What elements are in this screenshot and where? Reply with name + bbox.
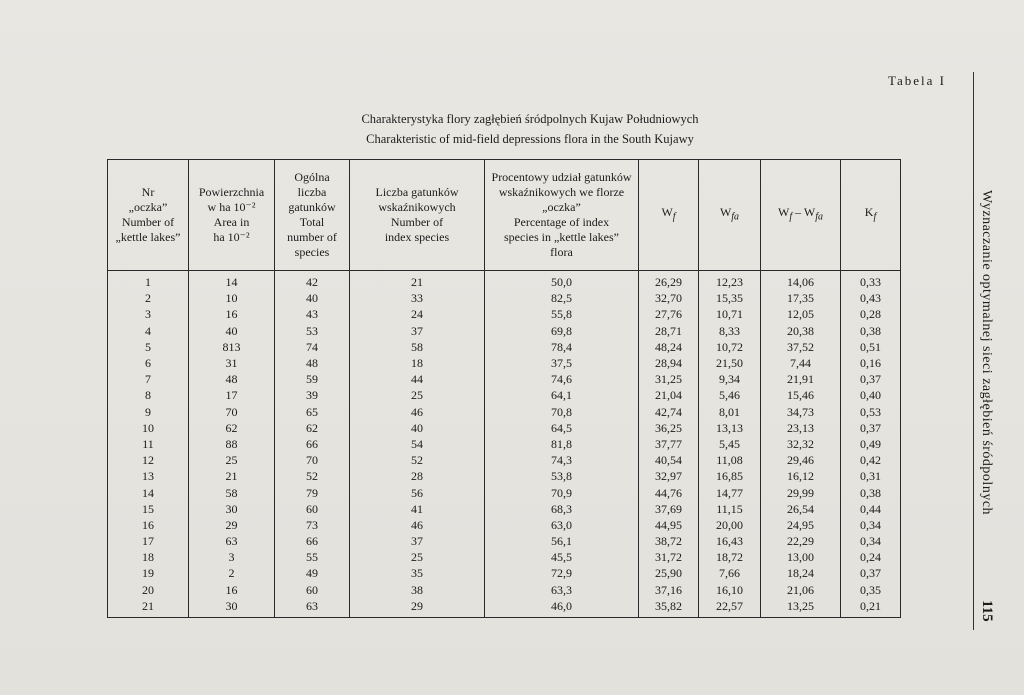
table-cell: 25 bbox=[189, 452, 275, 468]
table-row bbox=[108, 452, 901, 468]
table-cell: 73 bbox=[275, 517, 350, 533]
header-percentage: Procentowy udział gatunków wskaźnikowych we florze „oczka” Percentage of index species in „kettle lakes” flora bbox=[485, 160, 639, 271]
table-cell: 18,24 bbox=[761, 565, 841, 581]
table-row bbox=[108, 436, 901, 452]
table-cell: 53,8 bbox=[485, 468, 639, 484]
page-number: 115 bbox=[979, 600, 995, 622]
table-cell: 32,32 bbox=[761, 436, 841, 452]
table-cell: 39 bbox=[275, 387, 350, 403]
table-cell: 36,25 bbox=[639, 420, 699, 436]
table-body bbox=[108, 271, 901, 618]
table-cell: 66 bbox=[275, 436, 350, 452]
table-cell: 49 bbox=[275, 565, 350, 581]
table-cell: 2 bbox=[189, 565, 275, 581]
table-cell: 13,25 bbox=[761, 598, 841, 618]
table-cell: 12,23 bbox=[699, 271, 761, 291]
table-cell: 16 bbox=[108, 517, 189, 533]
table-cell: 0,37 bbox=[841, 565, 901, 581]
table-cell: 20 bbox=[108, 582, 189, 598]
table-row bbox=[108, 598, 901, 618]
table-cell: 70,9 bbox=[485, 484, 639, 500]
table-cell: 70 bbox=[189, 404, 275, 420]
table-cell: 0,28 bbox=[841, 306, 901, 322]
header-wf-minus-wfa: $W_f - W_{fa}$ bbox=[761, 160, 841, 271]
table-cell: 0,34 bbox=[841, 533, 901, 549]
margin-rule bbox=[973, 72, 974, 630]
table-cell: 63 bbox=[189, 533, 275, 549]
table-cell: 55,8 bbox=[485, 306, 639, 322]
header-index-species: Liczba gatunków wskaźnikowych Number of index species bbox=[350, 160, 485, 271]
table-cell: 0,37 bbox=[841, 371, 901, 387]
table-title-polish: Charakterystyka flory zagłębień śródpolnych Kujaw Południowych bbox=[361, 112, 699, 126]
table-cell: 4 bbox=[108, 323, 189, 339]
table-cell: 41 bbox=[350, 501, 485, 517]
table-cell: 8,33 bbox=[699, 323, 761, 339]
table-cell: 74,6 bbox=[485, 371, 639, 387]
table-cell: 21,06 bbox=[761, 582, 841, 598]
table-cell: 40 bbox=[275, 290, 350, 306]
table-cell: 5,46 bbox=[699, 387, 761, 403]
table-cell: 31,72 bbox=[639, 549, 699, 565]
table-cell: 46 bbox=[350, 404, 485, 420]
table-cell: 0,38 bbox=[841, 323, 901, 339]
table-cell: 23,13 bbox=[761, 420, 841, 436]
table-cell: 19 bbox=[108, 565, 189, 581]
table-cell: 5,45 bbox=[699, 436, 761, 452]
table-cell: 0,21 bbox=[841, 598, 901, 618]
table-row bbox=[108, 387, 901, 403]
table-cell: 16,85 bbox=[699, 468, 761, 484]
table-cell: 66 bbox=[275, 533, 350, 549]
table-cell: 14,77 bbox=[699, 484, 761, 500]
table-cell: 62 bbox=[189, 420, 275, 436]
table-row bbox=[108, 468, 901, 484]
table-cell: 37,52 bbox=[761, 339, 841, 355]
table-cell: 7,66 bbox=[699, 565, 761, 581]
table-cell: 24 bbox=[350, 306, 485, 322]
table-cell: 31 bbox=[189, 355, 275, 371]
table-cell: 26,29 bbox=[639, 271, 699, 291]
table-cell: 32,70 bbox=[639, 290, 699, 306]
table-header-row bbox=[108, 160, 901, 271]
table-cell: 45,5 bbox=[485, 549, 639, 565]
header-area: Powierzchnia w ha 10⁻² Area in ha 10⁻² bbox=[189, 160, 275, 271]
table-cell: 56,1 bbox=[485, 533, 639, 549]
table-cell: 3 bbox=[189, 549, 275, 565]
header-total-species: Ogólna liczba gatunków Total number of species bbox=[275, 160, 350, 271]
table-cell: 7,44 bbox=[761, 355, 841, 371]
table-cell: 22,57 bbox=[699, 598, 761, 618]
table-cell: 10 bbox=[108, 420, 189, 436]
table-cell: 0,44 bbox=[841, 501, 901, 517]
table-cell: 11,08 bbox=[699, 452, 761, 468]
header-wfa: $W_{fa}$ bbox=[699, 160, 761, 271]
table-cell: 7 bbox=[108, 371, 189, 387]
table-cell: 3 bbox=[108, 306, 189, 322]
table-row bbox=[108, 271, 901, 291]
table-cell: 10 bbox=[189, 290, 275, 306]
table-cell: 25 bbox=[350, 387, 485, 403]
table-cell: 72,9 bbox=[485, 565, 639, 581]
table-cell: 74 bbox=[275, 339, 350, 355]
table-cell: 37,5 bbox=[485, 355, 639, 371]
table-cell: 42,74 bbox=[639, 404, 699, 420]
table-cell: 65 bbox=[275, 404, 350, 420]
table-cell: 69,8 bbox=[485, 323, 639, 339]
table-cell: 16 bbox=[189, 306, 275, 322]
table-cell: 29 bbox=[350, 598, 485, 618]
table-cell: 12 bbox=[108, 452, 189, 468]
table-cell: 44,95 bbox=[639, 517, 699, 533]
table-cell: 26,54 bbox=[761, 501, 841, 517]
table-cell: 18 bbox=[108, 549, 189, 565]
table-cell: 0,40 bbox=[841, 387, 901, 403]
table-cell: 9 bbox=[108, 404, 189, 420]
table-cell: 30 bbox=[189, 598, 275, 618]
table-title-english: Charakteristic of mid-field depressions flora in the South Kujawy bbox=[366, 132, 694, 146]
table-cell: 12,05 bbox=[761, 306, 841, 322]
table-cell: 10,72 bbox=[699, 339, 761, 355]
table-cell: 52 bbox=[350, 452, 485, 468]
table-cell: 37,16 bbox=[639, 582, 699, 598]
table-cell: 21,04 bbox=[639, 387, 699, 403]
table-cell: 11 bbox=[108, 436, 189, 452]
table-cell: 81,8 bbox=[485, 436, 639, 452]
table-cell: 11,15 bbox=[699, 501, 761, 517]
table-cell: 14,06 bbox=[761, 271, 841, 291]
table-cell: 14 bbox=[108, 484, 189, 500]
table-cell: 0,51 bbox=[841, 339, 901, 355]
table-cell: 88 bbox=[189, 436, 275, 452]
table-row bbox=[108, 484, 901, 500]
table-cell: 43 bbox=[275, 306, 350, 322]
table-cell: 70 bbox=[275, 452, 350, 468]
table-cell: 16,43 bbox=[699, 533, 761, 549]
table-row bbox=[108, 290, 901, 306]
table-row bbox=[108, 565, 901, 581]
table-cell: 40,54 bbox=[639, 452, 699, 468]
table-row bbox=[108, 323, 901, 339]
table-cell: 58 bbox=[350, 339, 485, 355]
table-cell: 33 bbox=[350, 290, 485, 306]
table-cell: 44,76 bbox=[639, 484, 699, 500]
table-cell: 24,95 bbox=[761, 517, 841, 533]
table-cell: 16 bbox=[189, 582, 275, 598]
table-cell: 15 bbox=[108, 501, 189, 517]
table-cell: 35,82 bbox=[639, 598, 699, 618]
table-cell: 63 bbox=[275, 598, 350, 618]
table-cell: 55 bbox=[275, 549, 350, 565]
table-cell: 37,69 bbox=[639, 501, 699, 517]
table-cell: 28 bbox=[350, 468, 485, 484]
table-cell: 0,31 bbox=[841, 468, 901, 484]
table-cell: 8,01 bbox=[699, 404, 761, 420]
table-cell: 38 bbox=[350, 582, 485, 598]
table-cell: 63,0 bbox=[485, 517, 639, 533]
table-label: Tabela I bbox=[887, 73, 946, 88]
table-cell: 37 bbox=[350, 323, 485, 339]
table-cell: 60 bbox=[275, 582, 350, 598]
table-cell: 21 bbox=[108, 598, 189, 618]
table-cell: 25,90 bbox=[639, 565, 699, 581]
table-row bbox=[108, 533, 901, 549]
table-cell: 813 bbox=[189, 339, 275, 355]
table-cell: 21,91 bbox=[761, 371, 841, 387]
table-cell: 0,53 bbox=[841, 404, 901, 420]
table-row bbox=[108, 339, 901, 355]
table-cell: 42 bbox=[275, 271, 350, 291]
table-cell: 82,5 bbox=[485, 290, 639, 306]
table-cell: 74,3 bbox=[485, 452, 639, 468]
table-cell: 16,10 bbox=[699, 582, 761, 598]
table-cell: 28,94 bbox=[639, 355, 699, 371]
table-cell: 16,12 bbox=[761, 468, 841, 484]
table-cell: 68,3 bbox=[485, 501, 639, 517]
table-cell: 58 bbox=[189, 484, 275, 500]
table-cell: 20,00 bbox=[699, 517, 761, 533]
table-cell: 14 bbox=[189, 271, 275, 291]
table-cell: 25 bbox=[350, 549, 485, 565]
table-cell: 0,34 bbox=[841, 517, 901, 533]
table-cell: 64,1 bbox=[485, 387, 639, 403]
table-cell: 20,38 bbox=[761, 323, 841, 339]
table-cell: 59 bbox=[275, 371, 350, 387]
table-cell: 0,38 bbox=[841, 484, 901, 500]
table-cell: 18 bbox=[350, 355, 485, 371]
table-cell: 70,8 bbox=[485, 404, 639, 420]
table-cell: 40 bbox=[189, 323, 275, 339]
table-cell: 13,00 bbox=[761, 549, 841, 565]
table-cell: 2 bbox=[108, 290, 189, 306]
table-cell: 0,49 bbox=[841, 436, 901, 452]
table-cell: 10,71 bbox=[699, 306, 761, 322]
table-cell: 46 bbox=[350, 517, 485, 533]
table-row bbox=[108, 306, 901, 322]
table-cell: 1 bbox=[108, 271, 189, 291]
table-cell: 17 bbox=[189, 387, 275, 403]
table-cell: 46,0 bbox=[485, 598, 639, 618]
table-cell: 21 bbox=[189, 468, 275, 484]
table-row bbox=[108, 355, 901, 371]
header-nr: Nr „oczka” Number of „kettle lakes” bbox=[108, 160, 189, 271]
table-cell: 0,37 bbox=[841, 420, 901, 436]
table-cell: 21 bbox=[350, 271, 485, 291]
table-cell: 48 bbox=[189, 371, 275, 387]
table-cell: 15,35 bbox=[699, 290, 761, 306]
table-row bbox=[108, 517, 901, 533]
table-cell: 53 bbox=[275, 323, 350, 339]
table-cell: 29 bbox=[189, 517, 275, 533]
table-cell: 62 bbox=[275, 420, 350, 436]
table-cell: 48,24 bbox=[639, 339, 699, 355]
table-cell: 27,76 bbox=[639, 306, 699, 322]
table-cell: 17,35 bbox=[761, 290, 841, 306]
table-cell: 78,4 bbox=[485, 339, 639, 355]
table-cell: 37,77 bbox=[639, 436, 699, 452]
table-cell: 31,25 bbox=[639, 371, 699, 387]
table-cell: 29,99 bbox=[761, 484, 841, 500]
table-cell: 52 bbox=[275, 468, 350, 484]
table-cell: 22,29 bbox=[761, 533, 841, 549]
table-cell: 34,73 bbox=[761, 404, 841, 420]
table-cell: 35 bbox=[350, 565, 485, 581]
table-cell: 44 bbox=[350, 371, 485, 387]
table-cell: 9,34 bbox=[699, 371, 761, 387]
table-cell: 54 bbox=[350, 436, 485, 452]
table-row bbox=[108, 371, 901, 387]
table-cell: 0,35 bbox=[841, 582, 901, 598]
table-row bbox=[108, 501, 901, 517]
table-cell: 5 bbox=[108, 339, 189, 355]
table-cell: 38,72 bbox=[639, 533, 699, 549]
table-row bbox=[108, 420, 901, 436]
header-wf: $W_f$ bbox=[639, 160, 699, 271]
table-cell: 18,72 bbox=[699, 549, 761, 565]
table-cell: 48 bbox=[275, 355, 350, 371]
table-cell: 32,97 bbox=[639, 468, 699, 484]
table-cell: 28,71 bbox=[639, 323, 699, 339]
table-cell: 6 bbox=[108, 355, 189, 371]
table-cell: 0,42 bbox=[841, 452, 901, 468]
header-kf: $K_f$ bbox=[841, 160, 901, 271]
table-cell: 0,33 bbox=[841, 271, 901, 291]
table-cell: 15,46 bbox=[761, 387, 841, 403]
table-cell: 79 bbox=[275, 484, 350, 500]
table-cell: 13,13 bbox=[699, 420, 761, 436]
table-cell: 8 bbox=[108, 387, 189, 403]
table-cell: 50,0 bbox=[485, 271, 639, 291]
table-cell: 37 bbox=[350, 533, 485, 549]
table-cell: 63,3 bbox=[485, 582, 639, 598]
flora-table bbox=[107, 159, 901, 618]
table-row bbox=[108, 582, 901, 598]
table-cell: 60 bbox=[275, 501, 350, 517]
table-cell: 13 bbox=[108, 468, 189, 484]
table-cell: 40 bbox=[350, 420, 485, 436]
table-cell: 0,16 bbox=[841, 355, 901, 371]
table-cell: 21,50 bbox=[699, 355, 761, 371]
table-cell: 30 bbox=[189, 501, 275, 517]
running-head: Wyznaczanie optymalnej sieci zagłębień śródpolnych bbox=[979, 190, 994, 516]
table-cell: 0,43 bbox=[841, 290, 901, 306]
table-cell: 17 bbox=[108, 533, 189, 549]
table-row bbox=[108, 404, 901, 420]
table-cell: 29,46 bbox=[761, 452, 841, 468]
table-row bbox=[108, 549, 901, 565]
table-cell: 0,24 bbox=[841, 549, 901, 565]
table-cell: 64,5 bbox=[485, 420, 639, 436]
table-cell: 56 bbox=[350, 484, 485, 500]
